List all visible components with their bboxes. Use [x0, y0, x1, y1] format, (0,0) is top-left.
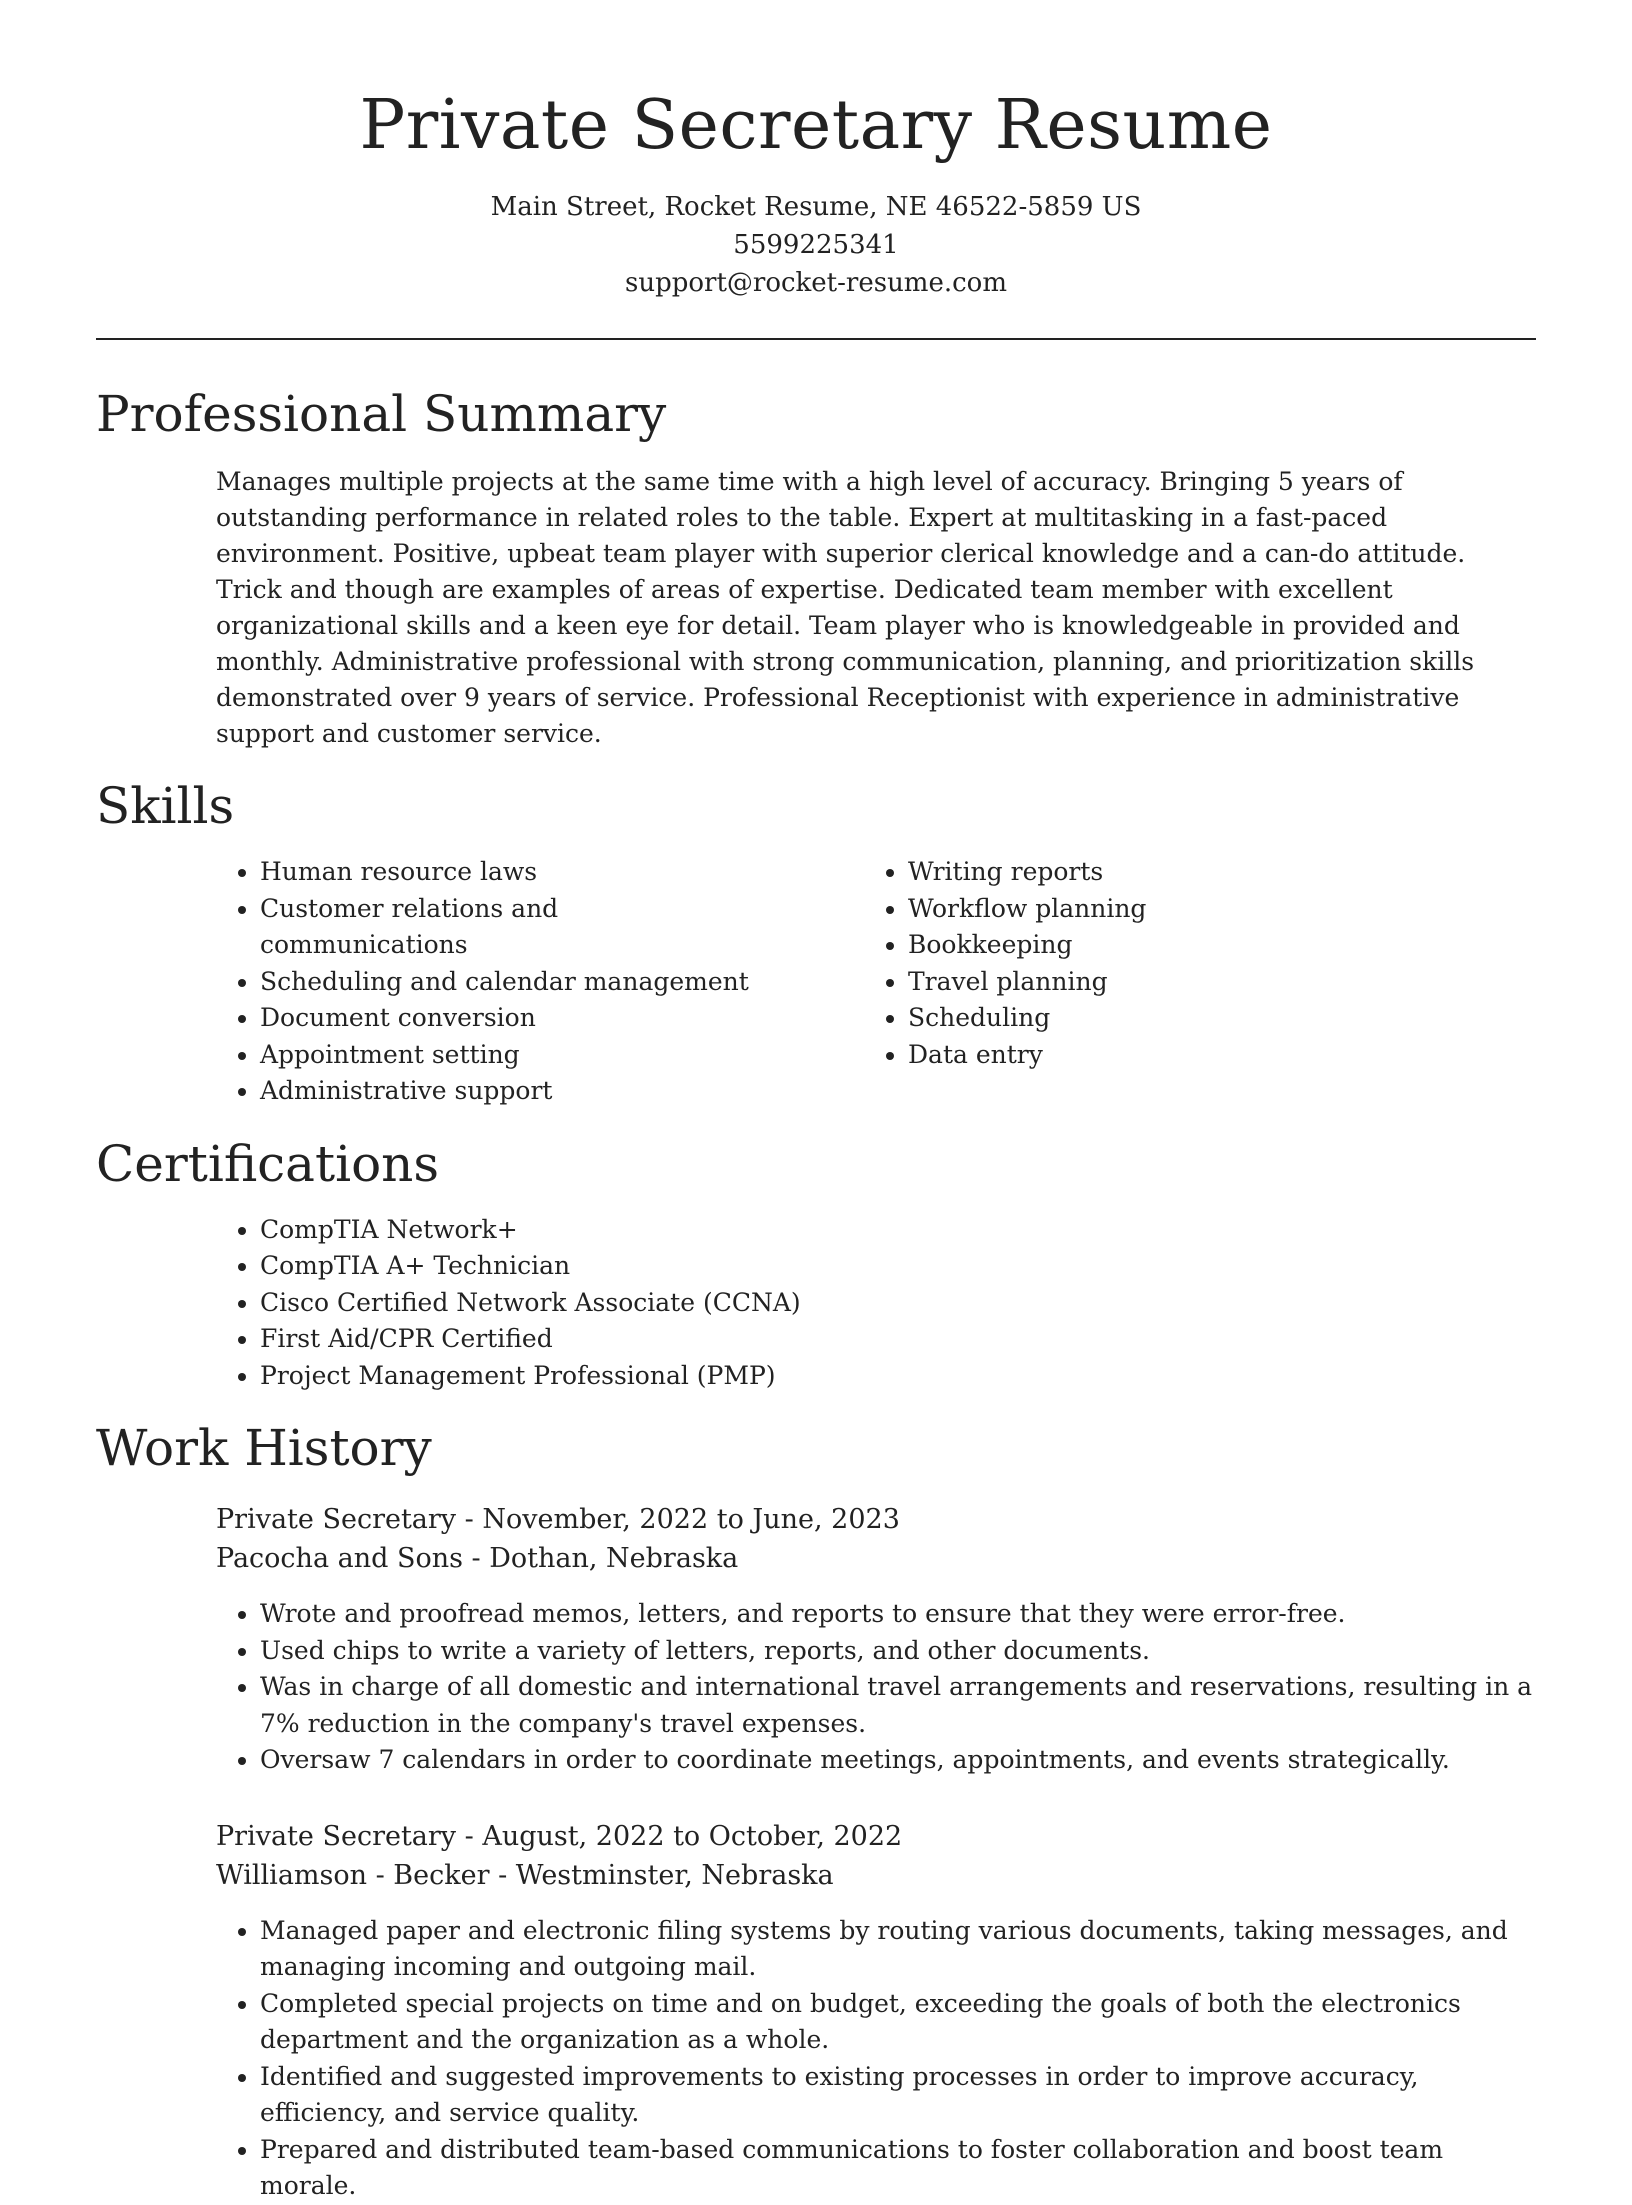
job-bullet: • Wrote and proofread memos, letters, and reports to ensure that they were error-free.: [260, 1596, 1536, 1633]
job-title-line: Private Secretary - August, 2022 to October, 2022: [216, 1820, 903, 1852]
skill-item: • Data entry: [908, 1037, 1408, 1074]
resume-title: Private Secretary Resume: [359, 86, 1273, 165]
job-bullet: • Was in charge of all domestic and international travel arrangements and reservations, resulting in a 7% reduction in the company's travel expenses.: [260, 1669, 1536, 1742]
contact-phone: 5599225341: [733, 230, 899, 260]
job-entry: [216, 1817, 1536, 2205]
certification-item: • First Aid/CPR Certified: [260, 1321, 1536, 1358]
certification-item: • CompTIA A+ Technician: [260, 1248, 1536, 1285]
certifications-section: [96, 1134, 1536, 1395]
job-bullet: • Used chips to write a variety of letters, reports, and other documents.: [260, 1633, 1536, 1670]
certification-item: • Project Management Professional (PMP): [260, 1358, 1536, 1395]
skill-item: • Writing reports: [908, 854, 1408, 891]
skill-item: • Administrative support: [260, 1073, 750, 1110]
job-bullet: • Completed special projects on time and on budget, exceeding the goals of both the electronics department and the organization as a whole.: [260, 1986, 1536, 2059]
skill-item: • Bookkeeping: [908, 927, 1408, 964]
job-bullet: • Managed paper and electronic filing systems by routing various documents, taking messages, and managing incoming and outgoing mail.: [260, 1913, 1536, 1986]
skill-item: • Scheduling and calendar management: [260, 964, 750, 1001]
skill-item: • Human resource laws: [260, 854, 750, 891]
summary-section: [96, 384, 1536, 752]
job-bullet: • Oversaw 7 calendars in order to coordinate meetings, appointments, and events strategically.: [260, 1742, 1536, 1779]
job-bullet: • Prepared and distributed team-based communications to foster collaboration and boost team morale.: [260, 2132, 1536, 2205]
skill-item: • Workflow planning: [908, 891, 1408, 928]
job-title-line: Private Secretary - November, 2022 to June, 2023: [216, 1504, 900, 1535]
skill-item: • Scheduling: [908, 1000, 1408, 1037]
work-history-heading: Work History: [96, 1419, 432, 1477]
skills-list-right: [750, 854, 1408, 1110]
summary-heading: Professional Summary: [96, 385, 667, 443]
job-company-line: Pacocha and Sons - Dothan, Nebraska: [216, 1543, 739, 1574]
contact-email: support@rocket-resume.com: [624, 268, 1007, 298]
certification-item: • Cisco Certified Network Associate (CCNA): [260, 1285, 1536, 1322]
skill-item: • Document conversion: [260, 1000, 750, 1037]
skill-item: • Appointment setting: [260, 1037, 750, 1074]
job-entry: [216, 1500, 1536, 1779]
skill-item: • Travel planning: [908, 964, 1408, 1001]
certifications-list: [96, 1212, 1536, 1395]
skill-item: • Customer relations and communications: [260, 891, 750, 964]
certifications-heading: Certifications: [96, 1134, 440, 1193]
job-company-line: Williamson - Becker - Westminster, Nebraska: [216, 1859, 834, 1891]
work-history-section: [96, 1418, 1536, 2205]
skills-columns: [96, 854, 1536, 1110]
skills-list-left: [96, 854, 750, 1110]
skills-heading: Skills: [96, 777, 235, 835]
skills-section: [96, 776, 1536, 1110]
job-bullet-list: [216, 1596, 1536, 1779]
summary-text: Manages multiple projects at the same time with a high level of accuracy. Bringing 5 years of outstanding performance in related roles to the table. Expert at multitasking in a fast-paced environment. Positive, upbeat team player with superior clerical knowledge and a can-do attitude. Trick and though are examples of areas of expertise. Dedicated team member with excellent organizational skills and a keen eye for detail. Team player who is knowledgeable in provided and monthly. Administrative professional with strong communication, planning, and prioritization skills demonstrated over 9 years of service. Professional Receptionist with experience in administrative support and customer service.: [216, 467, 1475, 748]
resume-header: [96, 84, 1536, 302]
job-bullet: • Identified and suggested improvements to existing processes in order to improve accuracy, efficiency, and service quality.: [260, 2059, 1536, 2132]
header-divider: [96, 338, 1536, 340]
certification-item: • CompTIA Network+: [260, 1212, 1536, 1249]
contact-info: [96, 188, 1536, 302]
job-bullet-list: [216, 1913, 1536, 2205]
contact-address: Main Street, Rocket Resume, NE 46522-5859 US: [490, 192, 1142, 222]
